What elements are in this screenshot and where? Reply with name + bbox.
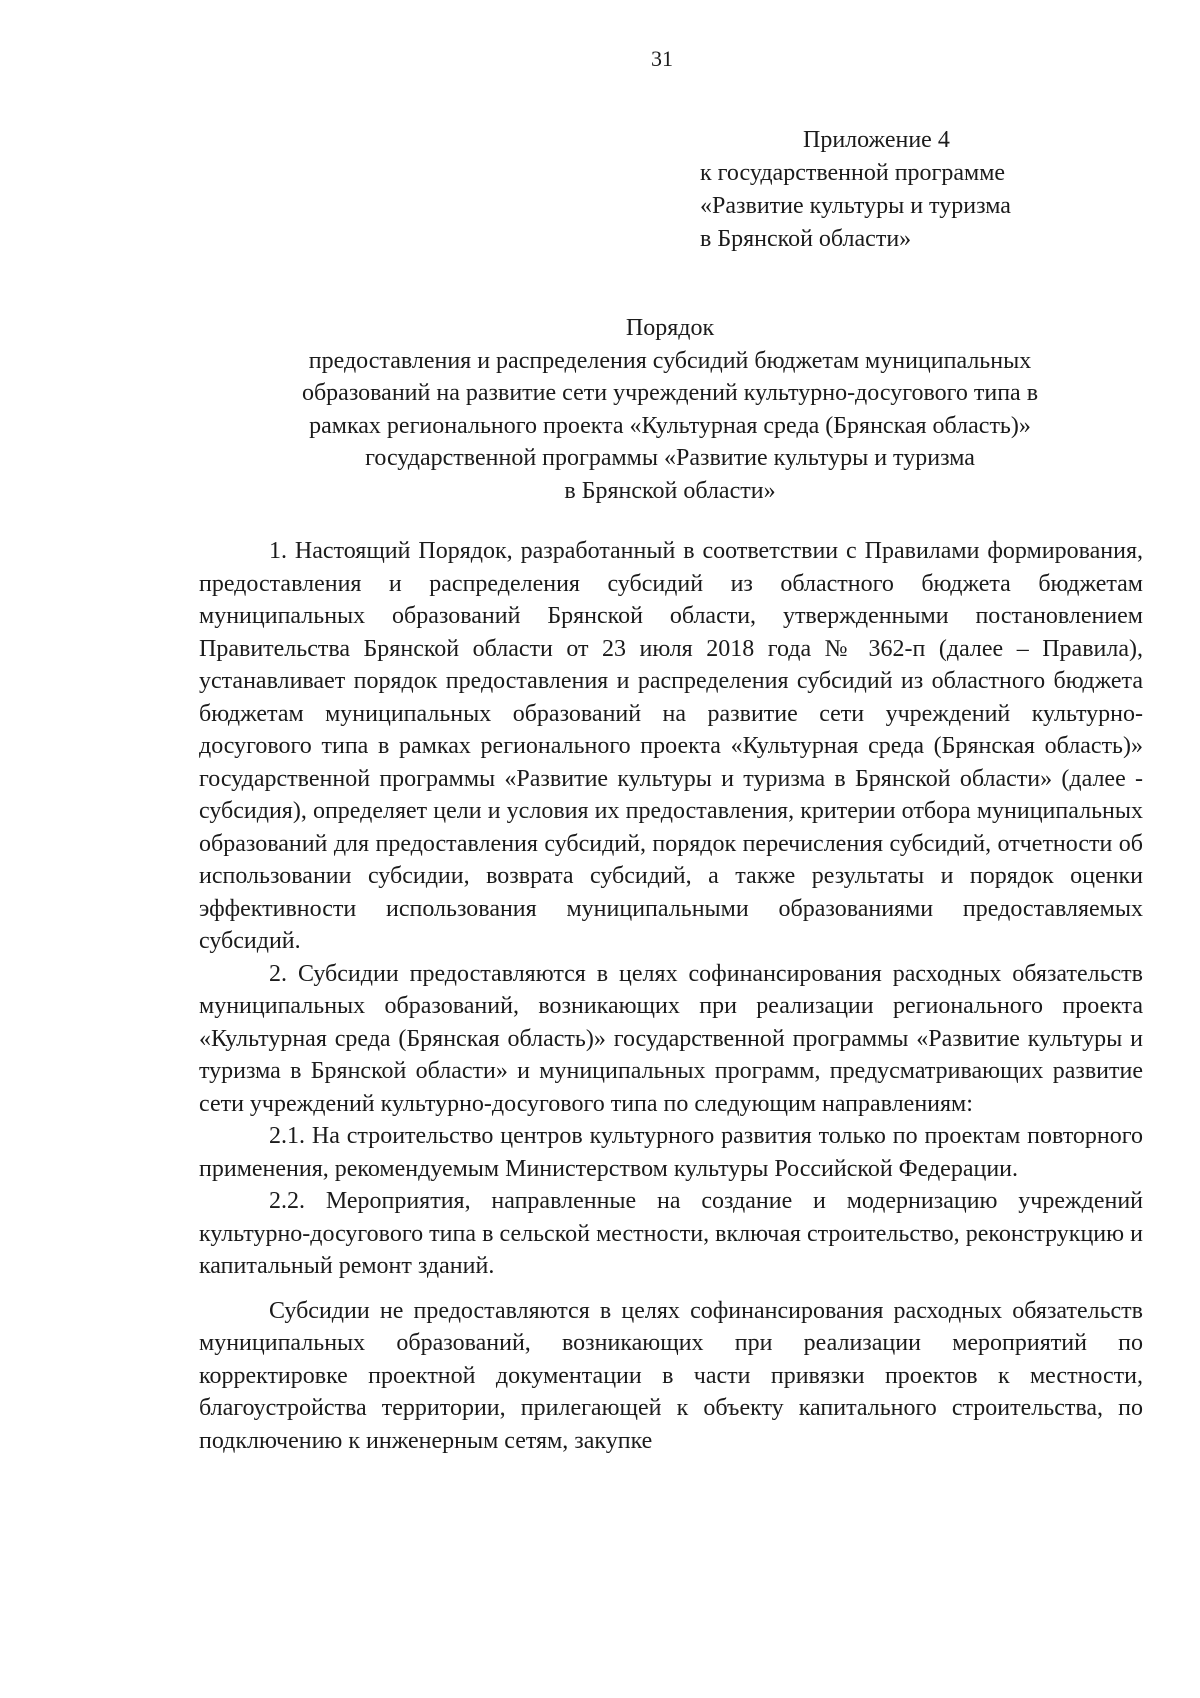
document-title-line: предоставления и распределения субсидий бюджетам муниципальных [308,347,1032,374]
appendix-line: к государственной программе [700,160,1006,186]
appendix-line: в Брянской области» [700,226,912,252]
appendix-block [700,124,1160,256]
page-number: 31 [651,46,673,71]
document-title-line: рамках регионального проекта «Культурная среда (Брянская область)» [309,412,1031,439]
paragraph-2-2: 2.2. Мероприятия, направленные на создание и модернизацию учреждений культурно-досугового типа в сельской местности, включая строительство, реконструкцию и капитальный ремонт зданий. [199,1188,1143,1279]
paragraph-exclusions: Субсидии не предоставляются в целях софинансирования расходных обязательств муниципальных образований, возникающих при реализации мероприятий по корректировке проектной документации в части привязки проектов к местности, благоустройства территории, прилегающей к объекту капитального строительства, по подключению к инженерным сетям, закупке [199,1297,1143,1454]
paragraph-2-1: 2.1. На строительство центров культурного развития только по проектам повторного применения, рекомендуемым Министерством культуры Российской Федерации. [199,1123,1143,1182]
appendix-title: Приложение 4 [803,127,950,153]
document-title [180,312,1160,507]
document-title-line: в Брянской области» [564,477,776,504]
document-title-line: образований на развитие сети учреждений культурно-досугового типа в [301,380,1039,406]
document-body [199,535,1143,1457]
paragraph-1: 1. Настоящий Порядок, разработанный в соответствии с Правилами формирования, предоставления и распределения субсидий из областного бюджета бюджетам муниципальных образований Брянской области, утвержденными постановлением Правительства Брянской области от 23 июля 2018 года № 362-п (далее – Правила), устанавливает порядок предоставления и распределения субсидий из областного бюджета бюджетам муниципальных образований на развитие сети учреждений культурно-досугового типа в рамках регионального проекта «Культурная среда (Брянская область)» государственной программы «Развитие культуры и туризма в Брянской области» (далее - субсидия), определяет цели и условия их предоставления, критерии отбора муниципальных образований для предоставления субсидий, порядок перечисления субсидий, отчетности об использовании субсидии, возврата субсидий, а также результаты и порядок оценки эффективности использования муниципальными образованиями предоставляемых субсидий. [199,538,1143,954]
appendix-line: «Развитие культуры и туризма [700,193,1011,219]
document-heading: Порядок [625,315,715,341]
document-title-line: государственной программы «Развитие культуры и туризма [365,445,975,471]
paragraph-2: 2. Субсидии предоставляются в целях софинансирования расходных обязательств муниципальных образований, возникающих при реализации регионального проекта «Культурная среда (Брянская область)» государственной программы «Развитие культуры и туризма в Брянской области» и муниципальных программ, предусматривающих развитие сети учреждений культурно-досугового типа по следующим направлениям: [199,960,1143,1117]
